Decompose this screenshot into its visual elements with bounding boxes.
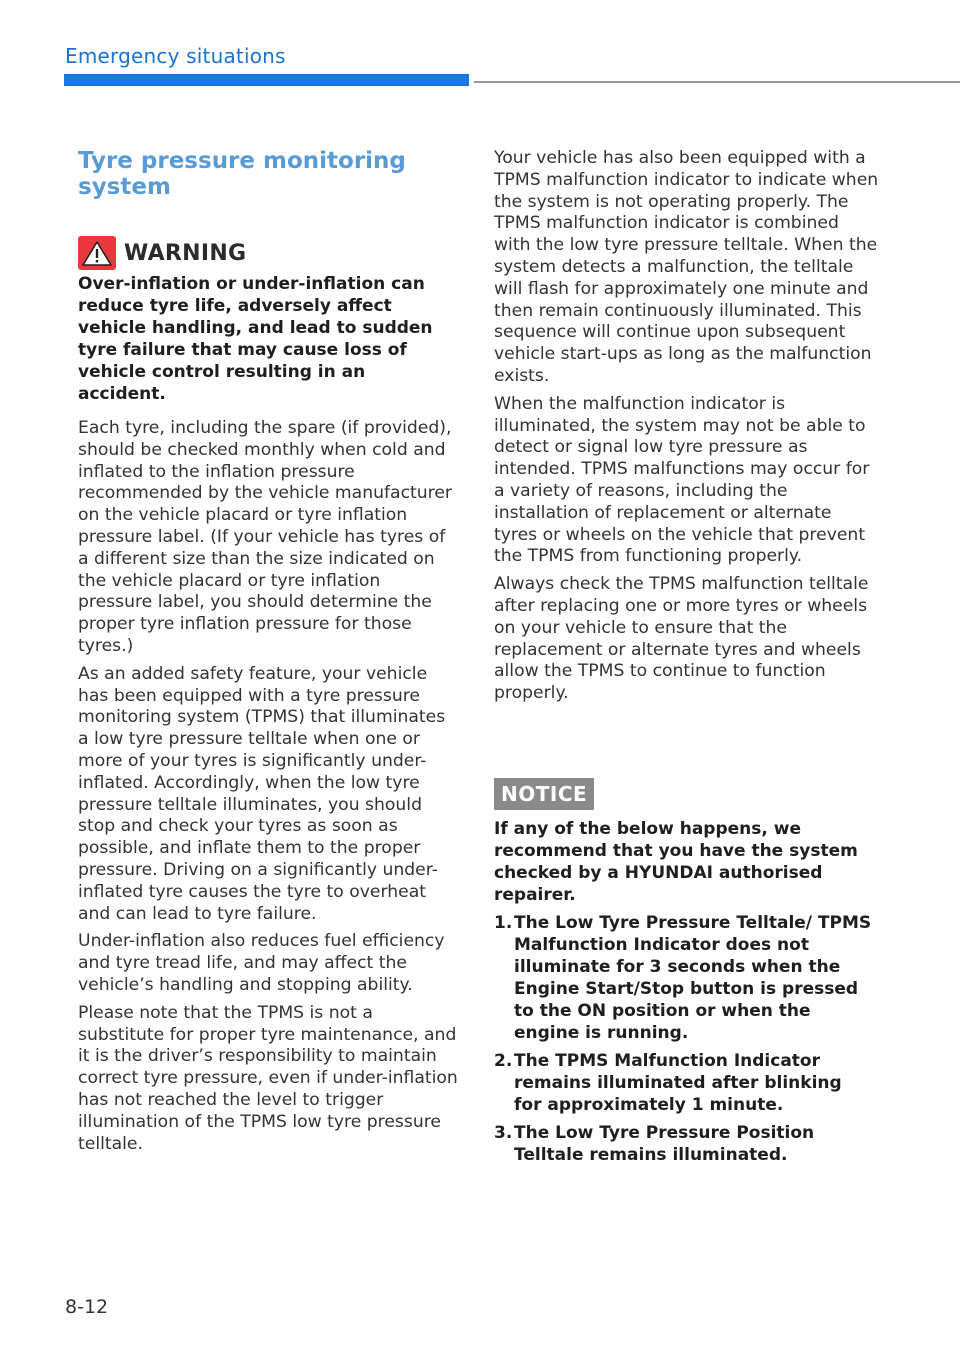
paragraph: Your vehicle has also been equipped with a TPMS malfunction indicator to indicate when the system is not operating properly. The TPMS malfunction indicator is combined with the low tyre pressure telltale. When the system detects a malfunction, the telltale will flash for approximately one minute and then remain continuously illuminated. This sequence will continue upon subsequent vehicle start-ups as long as the malfunction exists. — [494, 148, 879, 386]
paragraph: Please note that the TPMS is not a substitute for proper tyre maintenance, and it is the driver’s responsibility to maintain correct tyre pressure, even if under-inflation has not reached the level to trigger illumination of the TPMS low tyre pressure telltale. — [78, 1002, 458, 1154]
header-section-title: Emergency situations — [65, 44, 286, 68]
paragraph: Under-inflation also reduces fuel efficiency and tyre tread life, and may affect the vehicle’s handling and stopping ability. — [78, 931, 445, 995]
paragraph: When the malfunction indicator is illuminated, the system may not be able to detect or signal low tyre pressure as intended. TPMS malfunctions may occur for a variety of reasons, including the installation of replacement or alternate tyres or wheels on the vehicle that prevent the TPMS from functioning properly. — [494, 393, 870, 567]
warning-label: WARNING — [124, 240, 247, 266]
list-item — [494, 1122, 874, 1166]
notice-intro: If any of the below happens, we recommend that you have the system checked by a HYUNDAI authorised repairer. — [494, 819, 858, 905]
left-column-body — [78, 418, 458, 1161]
paragraph: As an added safety feature, your vehicle has been equipped with a tyre pressure monitoring system (TPMS) that illuminates a low tyre pressure telltale when one or more of your tyres is significantly under-inflated. Accordingly, when the low tyre pressure telltale illuminates, you should stop and check your tyres as soon as possible, and inflate them to the proper pressure. Driving on a significantly under-inflated tyre causes the tyre to overheat and can lead to tyre failure. — [78, 663, 446, 924]
paragraph: Each tyre, including the spare (if provided), should be checked monthly when cold and inflated to the inflation pressure recommended by the vehicle manufacturer on the vehicle placard or tyre inflation pressure label. (If your vehicle has tyres of a different size than the size indicated on the vehicle placard or tyre inflation pressure label, you should determine the proper tyre inflation pressure for those tyres.) — [78, 418, 452, 656]
list-item-number: 1. — [494, 913, 513, 933]
page-number: 8-12 — [65, 1296, 109, 1318]
notice-list — [494, 912, 874, 1166]
list-item-text: The Low Tyre Pressure Position Telltale remains illuminated. — [514, 1123, 815, 1165]
section-title: Tyre pressure monitoring system — [78, 148, 406, 200]
list-item — [494, 912, 874, 1044]
warning-triangle-icon — [78, 236, 116, 270]
notice-badge: NOTICE — [494, 778, 594, 810]
warning-text: Over-inflation or under-inflation can reduce tyre life, adversely affect vehicle handling, and lead to sudden tyre failure that may cause loss of vehicle control resulting in an accident. — [78, 274, 433, 404]
notice-block — [494, 818, 874, 1172]
warning-heading — [78, 238, 246, 268]
header-divider — [474, 81, 960, 83]
header-accent-bar — [64, 74, 469, 86]
paragraph: Always check the TPMS malfunction telltale after replacing one or more tyres or wheels on your vehicle to ensure that the replacement or alternate tyres and wheels allow the TPMS to continue to function properly. — [494, 574, 869, 704]
right-column-body — [494, 148, 879, 711]
list-item-text: The Low Tyre Pressure Telltale/ TPMS Malfunction Indicator does not illuminate for 3 seconds when the Engine Start/Stop button is pressed to the ON position or when the engine is running. — [514, 913, 872, 1043]
list-item-number: 3. — [494, 1123, 513, 1143]
list-item — [494, 1050, 874, 1116]
list-item-number: 2. — [494, 1051, 513, 1071]
list-item-text: The TPMS Malfunction Indicator remains illuminated after blinking for approximately 1 minute. — [514, 1051, 842, 1115]
